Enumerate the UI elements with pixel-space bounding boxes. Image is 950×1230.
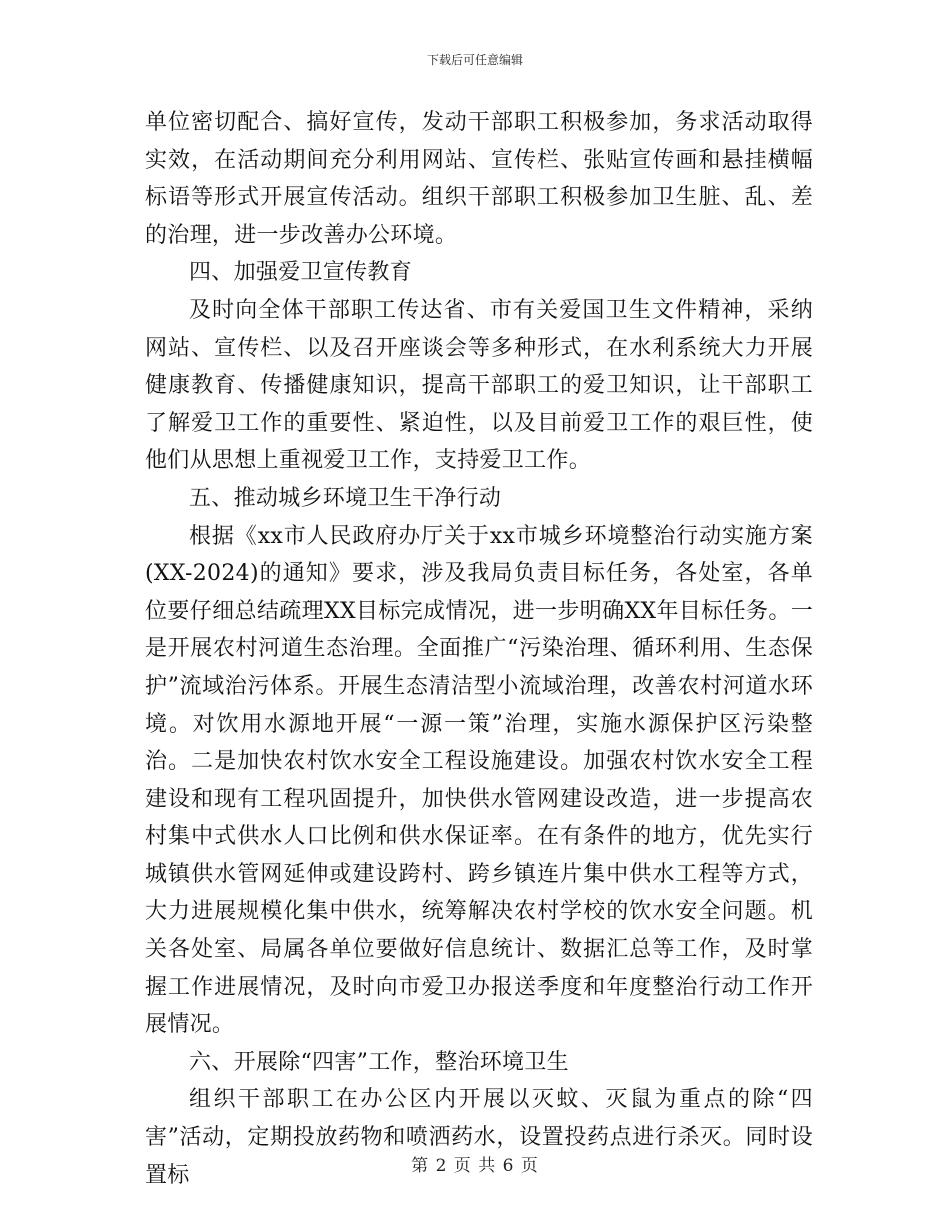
- section-heading-5: 五、推动城乡环境卫生干净行动: [189, 485, 502, 511]
- section-heading-4: 四、加强爱卫宣传教育: [189, 260, 413, 286]
- paragraph-section-4: 及时向全体干部职工传达省、市有关爱国卫生文件精神，采纳网站、宣传栏、以及召开座谈会等多种形式，在水利系统大力开展健康教育、传播健康知识，提高干部职工的爱卫知识，让干部职工了解爱卫工作的重要性、紧迫性，以及目前爱卫工作的艰巨性，使他们从思想上重视爱卫工作，支持爱卫工作。: [145, 297, 813, 474]
- document-body: [145, 104, 813, 1194]
- section-heading-6: 六、开展除“四害”工作，整治环境卫生: [189, 1049, 569, 1075]
- paragraph-section-5: 根据《xx市人民政府办厅关于xx市城乡环境整治行动实施方案(XX-2024)的通知》要求，涉及我局负责目标任务，各处室，各单位要仔细总结疏理XX目标完成情况，进一步明确XX年目标任务。一是开展农村河道生态治理。全面推广“污染治理、循环利用、生态保护”流域治污体系。开展生态清洁型小流域治理，改善农村河道水环境。对饮用水源地开展“一源一策”治理，实施水源保护区污染整治。二是加快农村饮水安全工程设施建设。加强农村饮水安全工程建设和现有工程巩固提升，加快供水管网建设改造，进一步提高农村集中式供水人口比例和供水保证率。在有条件的地方，优先实行城镇供水管网延伸或建设跨村、跨乡镇连片集中供水工程等方式，大力进展规模化集中供水，统筹解决农村学校的饮水安全问题。机关各处室、局属各单位要做好信息统计、数据汇总等工作，及时掌握工作进展情况，及时向市爱卫办报送季度和年度整治行动工作开展情况。: [145, 523, 813, 1038]
- page-number: 第 2 页 共 6 页: [411, 1156, 539, 1176]
- paragraph-continued: 单位密切配合、搞好宣传，发动干部职工积极参加，务求活动取得实效，在活动期间充分利用网站、宣传栏、张贴宣传画和悬挂横幅标语等形式开展宣传活动。组织干部职工积极参加卫生脏、乱、差的治理，进一步改善办公环境。: [145, 110, 813, 248]
- page-header: 下载后可任意编辑: [426, 53, 523, 67]
- paragraph-section-6: 组织干部职工在办公区内开展以灭蚊、灭鼠为重点的除“四害”活动，定期投放药物和喷洒药水，设置投药点进行杀灭。同时设置标: [145, 1087, 813, 1188]
